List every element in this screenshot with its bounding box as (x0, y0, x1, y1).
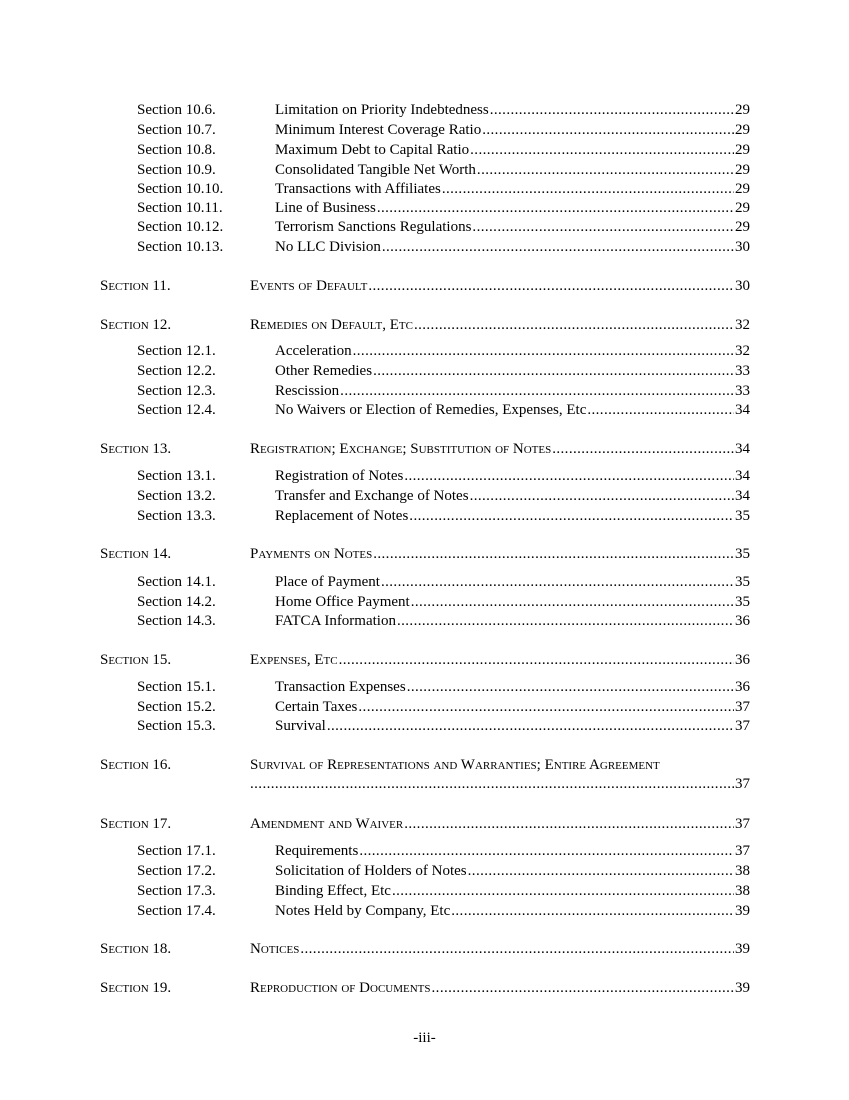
section-title: Registration; Exchange; Substitution of Notes (250, 441, 552, 457)
toc-subsection-row[interactable] (137, 593, 750, 612)
page-number-ref: 33 (735, 383, 750, 399)
toc-subsection-row[interactable] (137, 862, 750, 881)
page-number-ref: 34 (735, 402, 750, 418)
section-title: Transactions with Affiliates (275, 181, 441, 197)
section-number: Section 18. (100, 941, 172, 957)
dot-leader (377, 199, 734, 218)
section-title: No LLC Division (275, 239, 381, 255)
toc-section-row[interactable] (100, 316, 750, 335)
page-number-ref: 37 (735, 699, 750, 715)
dot-leader (451, 902, 734, 921)
page-number-ref: 37 (735, 776, 750, 792)
toc-subsection-row[interactable] (137, 121, 750, 140)
page-number-ref: 35 (735, 546, 750, 562)
page-number-ref: 30 (735, 239, 750, 255)
toc-subsection-row[interactable] (137, 882, 750, 901)
section-title: Amendment and Waiver (250, 816, 404, 832)
section-number: Section 10.6. (137, 102, 216, 118)
section-number: Section 13.1. (137, 468, 216, 484)
section-title: Notices (250, 941, 300, 957)
dot-leader (382, 238, 734, 257)
page-number-ref: 29 (735, 181, 750, 197)
section-number: Section 10.9. (137, 162, 216, 178)
dot-leader (482, 121, 734, 140)
section-number: Section 14. (100, 546, 172, 562)
dot-leader (353, 342, 734, 361)
toc-subsection-row[interactable] (137, 467, 750, 486)
page-number-ref: 29 (735, 219, 750, 235)
section-title: Home Office Payment (275, 594, 410, 610)
toc-subsection-row[interactable] (137, 487, 750, 506)
page-number-ref: 32 (735, 343, 750, 359)
section-number: Section 14.1. (137, 574, 216, 590)
page-number-ref: 38 (735, 863, 750, 879)
section-title: Binding Effect, Etc (275, 883, 391, 899)
section-number: Section 13.3. (137, 508, 216, 524)
dot-leader (468, 862, 734, 881)
toc-subsection-row[interactable] (137, 238, 750, 257)
toc-subsection-row[interactable] (137, 101, 750, 120)
toc-subsection-row[interactable] (137, 698, 750, 717)
section-title: Survival of Representations and Warranties; Entire Agreement (250, 757, 660, 773)
section-title: Solicitation of Holders of Notes (275, 863, 467, 879)
section-number: Section 14.3. (137, 613, 216, 629)
section-number: Section 12.1. (137, 343, 216, 359)
section-number: Section 10.13. (137, 239, 224, 255)
section-title: Maximum Debt to Capital Ratio (275, 142, 470, 158)
section-title: Notes Held by Company, Etc (275, 903, 451, 919)
dot-leader (411, 593, 734, 612)
toc-subsection-row[interactable] (137, 612, 750, 631)
toc-subsection-row[interactable] (137, 842, 750, 861)
page-number-ref: 35 (735, 574, 750, 590)
toc-section-row[interactable] (100, 979, 750, 998)
section-number: Section 19. (100, 980, 172, 996)
page-number-ref: 35 (735, 508, 750, 524)
dot-leader (327, 717, 734, 736)
toc-subsection-row[interactable] (137, 161, 750, 180)
dot-leader (392, 882, 734, 901)
dot-leader (409, 507, 734, 526)
page-number-ref: 36 (735, 613, 750, 629)
section-number: Section 15. (100, 652, 172, 668)
dot-leader (381, 573, 734, 592)
dot-leader (472, 218, 734, 237)
section-number: Section 12. (100, 317, 172, 333)
section-title: Place of Payment (275, 574, 380, 590)
page-number-ref: 37 (735, 816, 750, 832)
dot-leader (432, 979, 734, 998)
dot-leader (358, 698, 734, 717)
section-number: Section 17.1. (137, 843, 216, 859)
section-title: Minimum Interest Coverage Ratio (275, 122, 482, 138)
section-number: Section 10.11. (137, 200, 223, 216)
page-number-ref: 29 (735, 200, 750, 216)
dot-leader (552, 440, 734, 459)
toc-section-row[interactable] (100, 545, 750, 564)
toc-subsection-row[interactable] (137, 218, 750, 237)
dot-leader (404, 467, 734, 486)
section-title: Remedies on Default, Etc (250, 317, 413, 333)
section-number: Section 15.3. (137, 718, 216, 734)
section-number: Section 12.2. (137, 363, 216, 379)
section-number: Section 15.1. (137, 679, 216, 695)
page-number-ref: 39 (735, 903, 750, 919)
toc-section-continuation (250, 775, 750, 794)
dot-leader (250, 775, 734, 794)
toc-section-row[interactable] (100, 756, 750, 775)
toc-section-row[interactable] (100, 815, 750, 834)
toc-subsection-row[interactable] (137, 382, 750, 401)
toc-subsection-row[interactable] (137, 902, 750, 921)
dot-leader (373, 545, 734, 564)
page-number-ref: 34 (735, 441, 750, 457)
section-title: Consolidated Tangible Net Worth (275, 162, 476, 178)
page-number: -iii- (413, 1030, 436, 1046)
page-number-ref: 29 (735, 102, 750, 118)
section-title: Registration of Notes (275, 468, 404, 484)
page-number-ref: 30 (735, 278, 750, 294)
page-number-ref: 29 (735, 162, 750, 178)
toc-subsection-row[interactable] (137, 141, 750, 160)
page-number-ref: 29 (735, 122, 750, 138)
section-title: Other Remedies (275, 363, 373, 379)
toc-subsection-row[interactable] (137, 678, 750, 697)
page-number-ref: 34 (735, 468, 750, 484)
page-number-ref: 38 (735, 883, 750, 899)
dot-leader (300, 940, 734, 959)
dot-leader (490, 101, 734, 120)
dot-leader (407, 678, 734, 697)
section-number: Section 10.8. (137, 142, 216, 158)
section-title: Limitation on Priority Indebtedness (275, 102, 489, 118)
toc-subsection-row[interactable] (137, 507, 750, 526)
dot-leader (470, 141, 734, 160)
section-number: Section 11. (100, 278, 171, 294)
dot-leader (397, 612, 734, 631)
section-title: FATCA Information (275, 613, 396, 629)
section-title: Line of Business (275, 200, 376, 216)
section-title: Certain Taxes (275, 699, 358, 715)
section-title: Reproduction of Documents (250, 980, 431, 996)
toc-subsection-row[interactable] (137, 199, 750, 218)
page-number-ref: 35 (735, 594, 750, 610)
page-number-ref: 34 (735, 488, 750, 504)
page-number-ref: 32 (735, 317, 750, 333)
page-number-ref: 36 (735, 679, 750, 695)
toc-section-row[interactable] (100, 440, 750, 459)
section-number: Section 10.7. (137, 122, 216, 138)
section-title: Requirements (275, 843, 359, 859)
dot-leader (368, 277, 734, 296)
toc-subsection-row[interactable] (137, 342, 750, 361)
page-number-ref: 37 (735, 718, 750, 734)
section-title: Events of Default (250, 278, 368, 294)
dot-leader (587, 401, 734, 420)
toc-section-row[interactable] (100, 940, 750, 959)
section-title: Payments on Notes (250, 546, 373, 562)
toc-subsection-row[interactable] (137, 573, 750, 592)
section-number: Section 10.10. (137, 181, 224, 197)
section-number: Section 16. (100, 757, 172, 773)
toc-section-row[interactable] (100, 651, 750, 670)
section-number: Section 15.2. (137, 699, 216, 715)
dot-leader (340, 382, 734, 401)
section-title: Transfer and Exchange of Notes (275, 488, 469, 504)
section-title: Expenses, Etc (250, 652, 338, 668)
toc-section-row[interactable] (100, 277, 750, 296)
section-title: Rescission (275, 383, 340, 399)
section-title: Acceleration (275, 343, 352, 359)
section-number: Section 12.4. (137, 402, 216, 418)
section-title: Replacement of Notes (275, 508, 409, 524)
section-number: Section 17.3. (137, 883, 216, 899)
dot-leader (373, 362, 734, 381)
dot-leader (339, 651, 734, 670)
dot-leader (470, 487, 734, 506)
dot-leader (359, 842, 734, 861)
section-number: Section 17.4. (137, 903, 216, 919)
section-number: Section 17.2. (137, 863, 216, 879)
toc-subsection-row[interactable] (137, 401, 750, 420)
section-number: Section 10.12. (137, 219, 224, 235)
page-number-ref: 39 (735, 980, 750, 996)
toc-subsection-row[interactable] (137, 180, 750, 199)
dot-leader (477, 161, 734, 180)
dot-leader (404, 815, 734, 834)
page-number-ref: 29 (735, 142, 750, 158)
section-title: Survival (275, 718, 326, 734)
toc-subsection-row[interactable] (137, 362, 750, 381)
section-title: Terrorism Sanctions Regulations (275, 219, 472, 235)
toc-subsection-row[interactable] (137, 717, 750, 736)
dot-leader (414, 316, 734, 335)
section-title: Transaction Expenses (275, 679, 406, 695)
section-number: Section 14.2. (137, 594, 216, 610)
page-number-ref: 39 (735, 941, 750, 957)
page-number-ref: 37 (735, 843, 750, 859)
section-number: Section 17. (100, 816, 172, 832)
section-number: Section 12.3. (137, 383, 216, 399)
page-number-ref: 36 (735, 652, 750, 668)
page-number-ref: 33 (735, 363, 750, 379)
section-title: No Waivers or Election of Remedies, Expenses, Etc (275, 402, 587, 418)
dot-leader (442, 180, 734, 199)
section-number: Section 13.2. (137, 488, 216, 504)
section-number: Section 13. (100, 441, 172, 457)
